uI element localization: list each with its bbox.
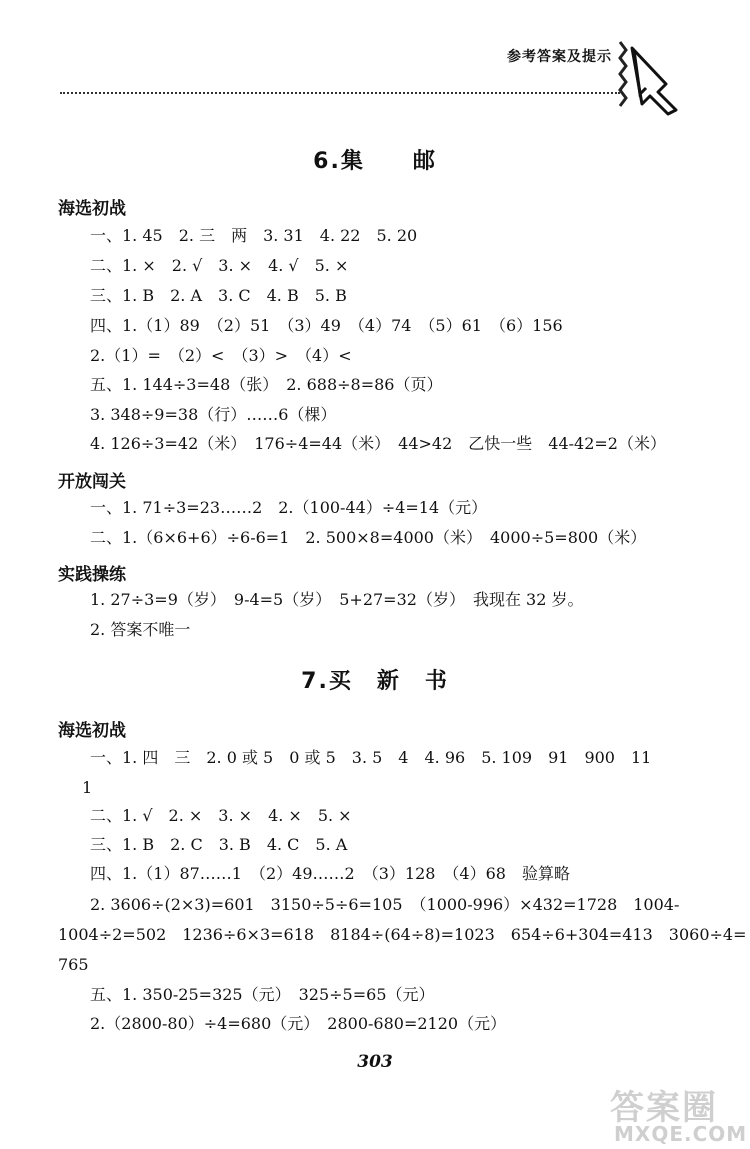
answer-line: 三、1. B 2. C 3. B 4. C 5. A [90, 835, 348, 854]
answer-line: 五、1. 144÷3=48（张） 2. 688÷8=86（页） [90, 375, 443, 394]
answer-line: 四、1.（1）89 （2）51 （3）49 （4）74 （5）61 （6）156 [90, 316, 563, 335]
answer-line-wrap: 765 [58, 955, 89, 974]
section6-haixuan-heading: 海选初战 [58, 199, 126, 219]
answer-line: 一、1. 四 三 2. 0 或 5 0 或 5 3. 5 4 4. 96 5. 109 91 900 11 [90, 748, 652, 767]
watermark-logo-text: 答案圈 [610, 1088, 718, 1128]
answer-line: 3. 348÷9=38（行）……6（棵） [90, 405, 337, 424]
section-title-6: 6.集 邮 [313, 149, 437, 174]
answer-line: 三、1. B 2. A 3. C 4. B 5. B [90, 286, 347, 305]
answer-line: 五、1. 350-25=325（元） 325÷5=65（元） [90, 985, 435, 1004]
section6-shijian-heading: 实践操练 [58, 565, 126, 585]
watermark [610, 1080, 746, 1146]
header-title: 参考答案及提示 [507, 49, 612, 65]
answer-line: 2. 3606÷(2×3)=601 3150÷5÷6=105 （1000-996）×432=1728 1004- [90, 895, 680, 914]
page-number: 303 [357, 1052, 393, 1072]
section-title-7: 7.买 新 书 [301, 669, 449, 694]
answer-line: 一、1. 45 2. 三 两 3. 31 4. 22 5. 20 [90, 226, 418, 245]
answer-line-wrap: 1004÷2=502 1236÷6×3=618 8184÷(64÷8)=1023 654÷6+304=413 3060÷4= [58, 925, 747, 944]
answer-line: 二、1. √ 2. × 3. × 4. × 5. × [90, 806, 352, 825]
answer-line: 2.（2800-80）÷4=680（元） 2800-680=2120（元） [90, 1014, 507, 1033]
answer-line: 二、1.（6×6+6）÷6-6=1 2. 500×8=4000（米） 4000÷5=800（米） [90, 528, 647, 547]
answer-line: 2. 答案不唯一 [90, 620, 191, 639]
answer-line: 2.（1）= （2）< （3）> （4）< [90, 346, 352, 365]
header-dotted-rule [60, 92, 620, 94]
page-header [60, 40, 620, 100]
answer-line: 四、1.（1）87……1 （2）49……2 （3）128 （4）68 验算略 [90, 864, 570, 883]
answer-line-wrap: 1 [82, 778, 93, 797]
answer-line: 一、1. 71÷3=23……2 2.（100-44）÷4=14（元） [90, 498, 488, 517]
arrow-emblem-icon [610, 38, 682, 118]
section6-kaifang-heading: 开放闯关 [58, 472, 126, 492]
section7-haixuan-heading: 海选初战 [58, 721, 126, 741]
answer-line: 1. 27÷3=9（岁） 9-4=5（岁） 5+27=32（岁） 我现在 32 岁。 [90, 590, 584, 609]
watermark-url: MXQE.COM [614, 1122, 748, 1146]
answer-line: 二、1. × 2. √ 3. × 4. √ 5. × [90, 256, 349, 275]
answer-line: 4. 126÷3=42（米） 176÷4=44（米） 44>42 乙快一些 44-42=2（米） [90, 434, 666, 453]
